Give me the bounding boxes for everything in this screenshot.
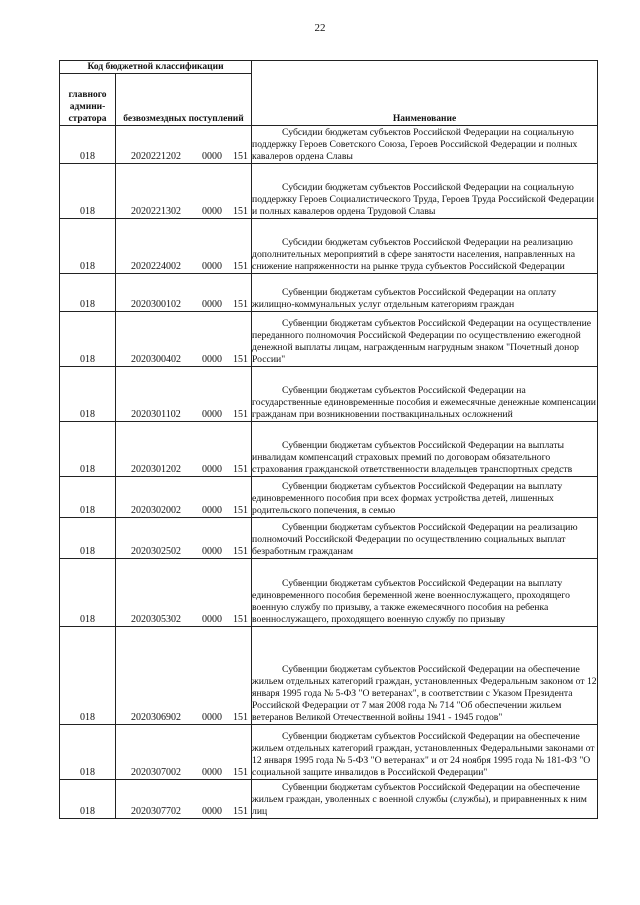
table-row — [60, 780, 598, 819]
revenue-code-main: 2020301102 — [131, 409, 181, 420]
revenue-code — [116, 312, 252, 367]
revenue-name — [252, 780, 598, 819]
revenue-code — [116, 559, 252, 627]
revenue-code-kind: 151 — [233, 546, 248, 557]
revenue-code-kind: 151 — [233, 354, 248, 365]
revenue-name-text: Субсидии бюджетам субъектов Российской Федерации на реализацию дополнительных мероприятий в сфере занятости населения, направленных на снижение напряженности на рынке труда субъектов Российской Федерации — [252, 237, 575, 272]
revenue-code-sub: 0000 — [202, 806, 222, 817]
admin-code: 018 — [60, 164, 116, 219]
revenue-name — [252, 219, 598, 274]
header-revenue: безвозмездных поступлений — [116, 74, 252, 126]
revenue-name-text: Субвенции бюджетам субъектов Российской Федерации на выплаты инвалидам компенсаций страховых премий по договорам обязательного страхования гражданской ответственности владельцев транспортных средств — [252, 440, 573, 475]
table-row — [60, 725, 598, 780]
table-row — [60, 422, 598, 477]
revenue-name — [252, 422, 598, 477]
revenue-code-kind: 151 — [233, 299, 248, 310]
revenue-code — [116, 518, 252, 559]
header-name: Наименование — [252, 61, 598, 126]
table-row — [60, 477, 598, 518]
revenue-code-main: 2020301202 — [131, 464, 181, 475]
revenue-name — [252, 312, 598, 367]
revenue-name — [252, 725, 598, 780]
revenue-code-kind: 151 — [233, 806, 248, 817]
revenue-code-main: 2020307002 — [131, 767, 181, 778]
revenue-code — [116, 627, 252, 725]
revenue-code-sub: 0000 — [202, 464, 222, 475]
revenue-code-main: 2020221302 — [131, 206, 181, 217]
revenue-name — [252, 518, 598, 559]
page-number: 22 — [314, 22, 326, 34]
revenue-code — [116, 126, 252, 164]
revenue-code-kind: 151 — [233, 261, 248, 272]
revenue-name-text: Субвенции бюджетам субъектов Российской Федерации на государственные единовременные пособия и ежемесячные денежные компенсации гражданам при возникновении поствакцинальных осложнений — [252, 385, 596, 420]
revenue-name — [252, 559, 598, 627]
revenue-code-main: 2020306902 — [131, 712, 181, 723]
header-admin: главного админи-стратора — [60, 74, 116, 126]
revenue-code-main: 2020300402 — [131, 354, 181, 365]
admin-code: 018 — [60, 559, 116, 627]
admin-code: 018 — [60, 477, 116, 518]
revenue-name-text: Субвенции бюджетам субъектов Российской Федерации на осуществление переданного полномочия Российской Федерации по осуществлению ежегодной денежной выплаты лицам, награжденным нагрудным знаком "Почетный донор России" — [252, 318, 592, 365]
revenue-name-text: Субвенции бюджетам субъектов Российской Федерации на обеспечение жильем граждан, уволенных с военной службы (службы), и приравненных к ним лиц — [252, 782, 587, 817]
table-row — [60, 274, 598, 312]
revenue-code-kind: 151 — [233, 151, 248, 162]
admin-code: 018 — [60, 126, 116, 164]
revenue-code — [116, 164, 252, 219]
budget-classification-table — [59, 60, 598, 819]
revenue-code-sub: 0000 — [202, 206, 222, 217]
revenue-code-main: 2020305302 — [131, 614, 181, 625]
table-row — [60, 164, 598, 219]
revenue-name-text: Субвенции бюджетам субъектов Российской Федерации на выплату единовременного пособия при всех формах устройства детей, лишенных родительского попечения, в семью — [252, 481, 563, 516]
table-row — [60, 627, 598, 725]
revenue-code — [116, 219, 252, 274]
table-row — [60, 126, 598, 164]
admin-code: 018 — [60, 780, 116, 819]
revenue-code-sub: 0000 — [202, 767, 222, 778]
admin-code: 018 — [60, 422, 116, 477]
revenue-code-sub: 0000 — [202, 409, 222, 420]
admin-code: 018 — [60, 725, 116, 780]
revenue-name — [252, 627, 598, 725]
revenue-code-main: 2020307702 — [131, 806, 181, 817]
revenue-code-main: 2020302002 — [131, 505, 181, 516]
table-row — [60, 312, 598, 367]
revenue-code-sub: 0000 — [202, 299, 222, 310]
revenue-name-text: Субсидии бюджетам субъектов Российской Федерации на социальную поддержку Героев Социалистического Труда, Героев Труда Российской Федерации и полных кавалеров ордена Трудовой Славы — [252, 182, 595, 217]
revenue-name-text: Субвенции бюджетам субъектов Российской Федерации на оплату жилищно-коммунальных услуг отдельным категориям граждан — [252, 287, 557, 310]
admin-code: 018 — [60, 312, 116, 367]
revenue-code-sub: 0000 — [202, 712, 222, 723]
revenue-name-text: Субвенции бюджетам субъектов Российской Федерации на выплату единовременного пособия беременной жене военнослужащего, проходящего военную службу по призыву, а также ежемесячного пособия на ребенка военнослужащего, проходящего военную службу по призыву — [252, 578, 570, 625]
revenue-code — [116, 367, 252, 422]
revenue-code-kind: 151 — [233, 464, 248, 475]
admin-code: 018 — [60, 627, 116, 725]
revenue-code-sub: 0000 — [202, 354, 222, 365]
revenue-code-kind: 151 — [233, 712, 248, 723]
revenue-code-kind: 151 — [233, 409, 248, 420]
revenue-code-sub: 0000 — [202, 614, 222, 625]
revenue-code — [116, 725, 252, 780]
revenue-code-main: 2020302502 — [131, 546, 181, 557]
revenue-name-text: Субсидии бюджетам субъектов Российской Федерации на социальную поддержку Героев Советского Союза, Героев Российской Федерации и полных кавалеров ордена Славы — [252, 127, 578, 162]
revenue-code-sub: 0000 — [202, 151, 222, 162]
revenue-name — [252, 477, 598, 518]
admin-code: 018 — [60, 219, 116, 274]
revenue-name-text: Субвенции бюджетам субъектов Российской Федерации на реализацию полномочий Российской Федерации по осуществлению социальных выплат безработным гражданам — [252, 522, 578, 557]
revenue-code-kind: 151 — [233, 614, 248, 625]
admin-code: 018 — [60, 518, 116, 559]
revenue-code-sub: 0000 — [202, 546, 222, 557]
revenue-code-sub: 0000 — [202, 505, 222, 516]
table-row — [60, 367, 598, 422]
revenue-code-kind: 151 — [233, 505, 248, 516]
revenue-name-text: Субвенции бюджетам субъектов Российской Федерации на обеспечение жильем отдельных категорий граждан, установленных Федеральными законами от 12 января 1995 года № 5-ФЗ "О ветеранах" и от 24 ноября 1995 года № 181-ФЗ "О социальной защите инвалидов в Российской Федерации" — [252, 731, 595, 778]
revenue-code — [116, 780, 252, 819]
admin-code: 018 — [60, 274, 116, 312]
revenue-name — [252, 126, 598, 164]
revenue-code-main: 2020224002 — [131, 261, 181, 272]
revenue-code — [116, 422, 252, 477]
revenue-name — [252, 274, 598, 312]
revenue-name-text: Субвенции бюджетам субъектов Российской Федерации на обеспечение жильем отдельных категорий граждан, установленных Федеральным законом от 12 января 1995 года № 5-ФЗ "О ветеранах", в соответствии с Указом Президента Российской Федерации от 7 мая 2008 года № 714 "Об обеспечении жильем ветеранов Великой Отечественной войны 1941 - 1945 годов" — [252, 664, 597, 723]
revenue-code-kind: 151 — [233, 767, 248, 778]
revenue-code-main: 2020300102 — [131, 299, 181, 310]
revenue-name — [252, 367, 598, 422]
revenue-code-main: 2020221202 — [131, 151, 181, 162]
revenue-code — [116, 477, 252, 518]
revenue-name — [252, 164, 598, 219]
revenue-code — [116, 274, 252, 312]
header-group-title: Код бюджетной классификации — [60, 61, 252, 74]
table-row — [60, 518, 598, 559]
revenue-code-sub: 0000 — [202, 261, 222, 272]
revenue-code-kind: 151 — [233, 206, 248, 217]
admin-code: 018 — [60, 367, 116, 422]
table-row — [60, 559, 598, 627]
table-row — [60, 219, 598, 274]
